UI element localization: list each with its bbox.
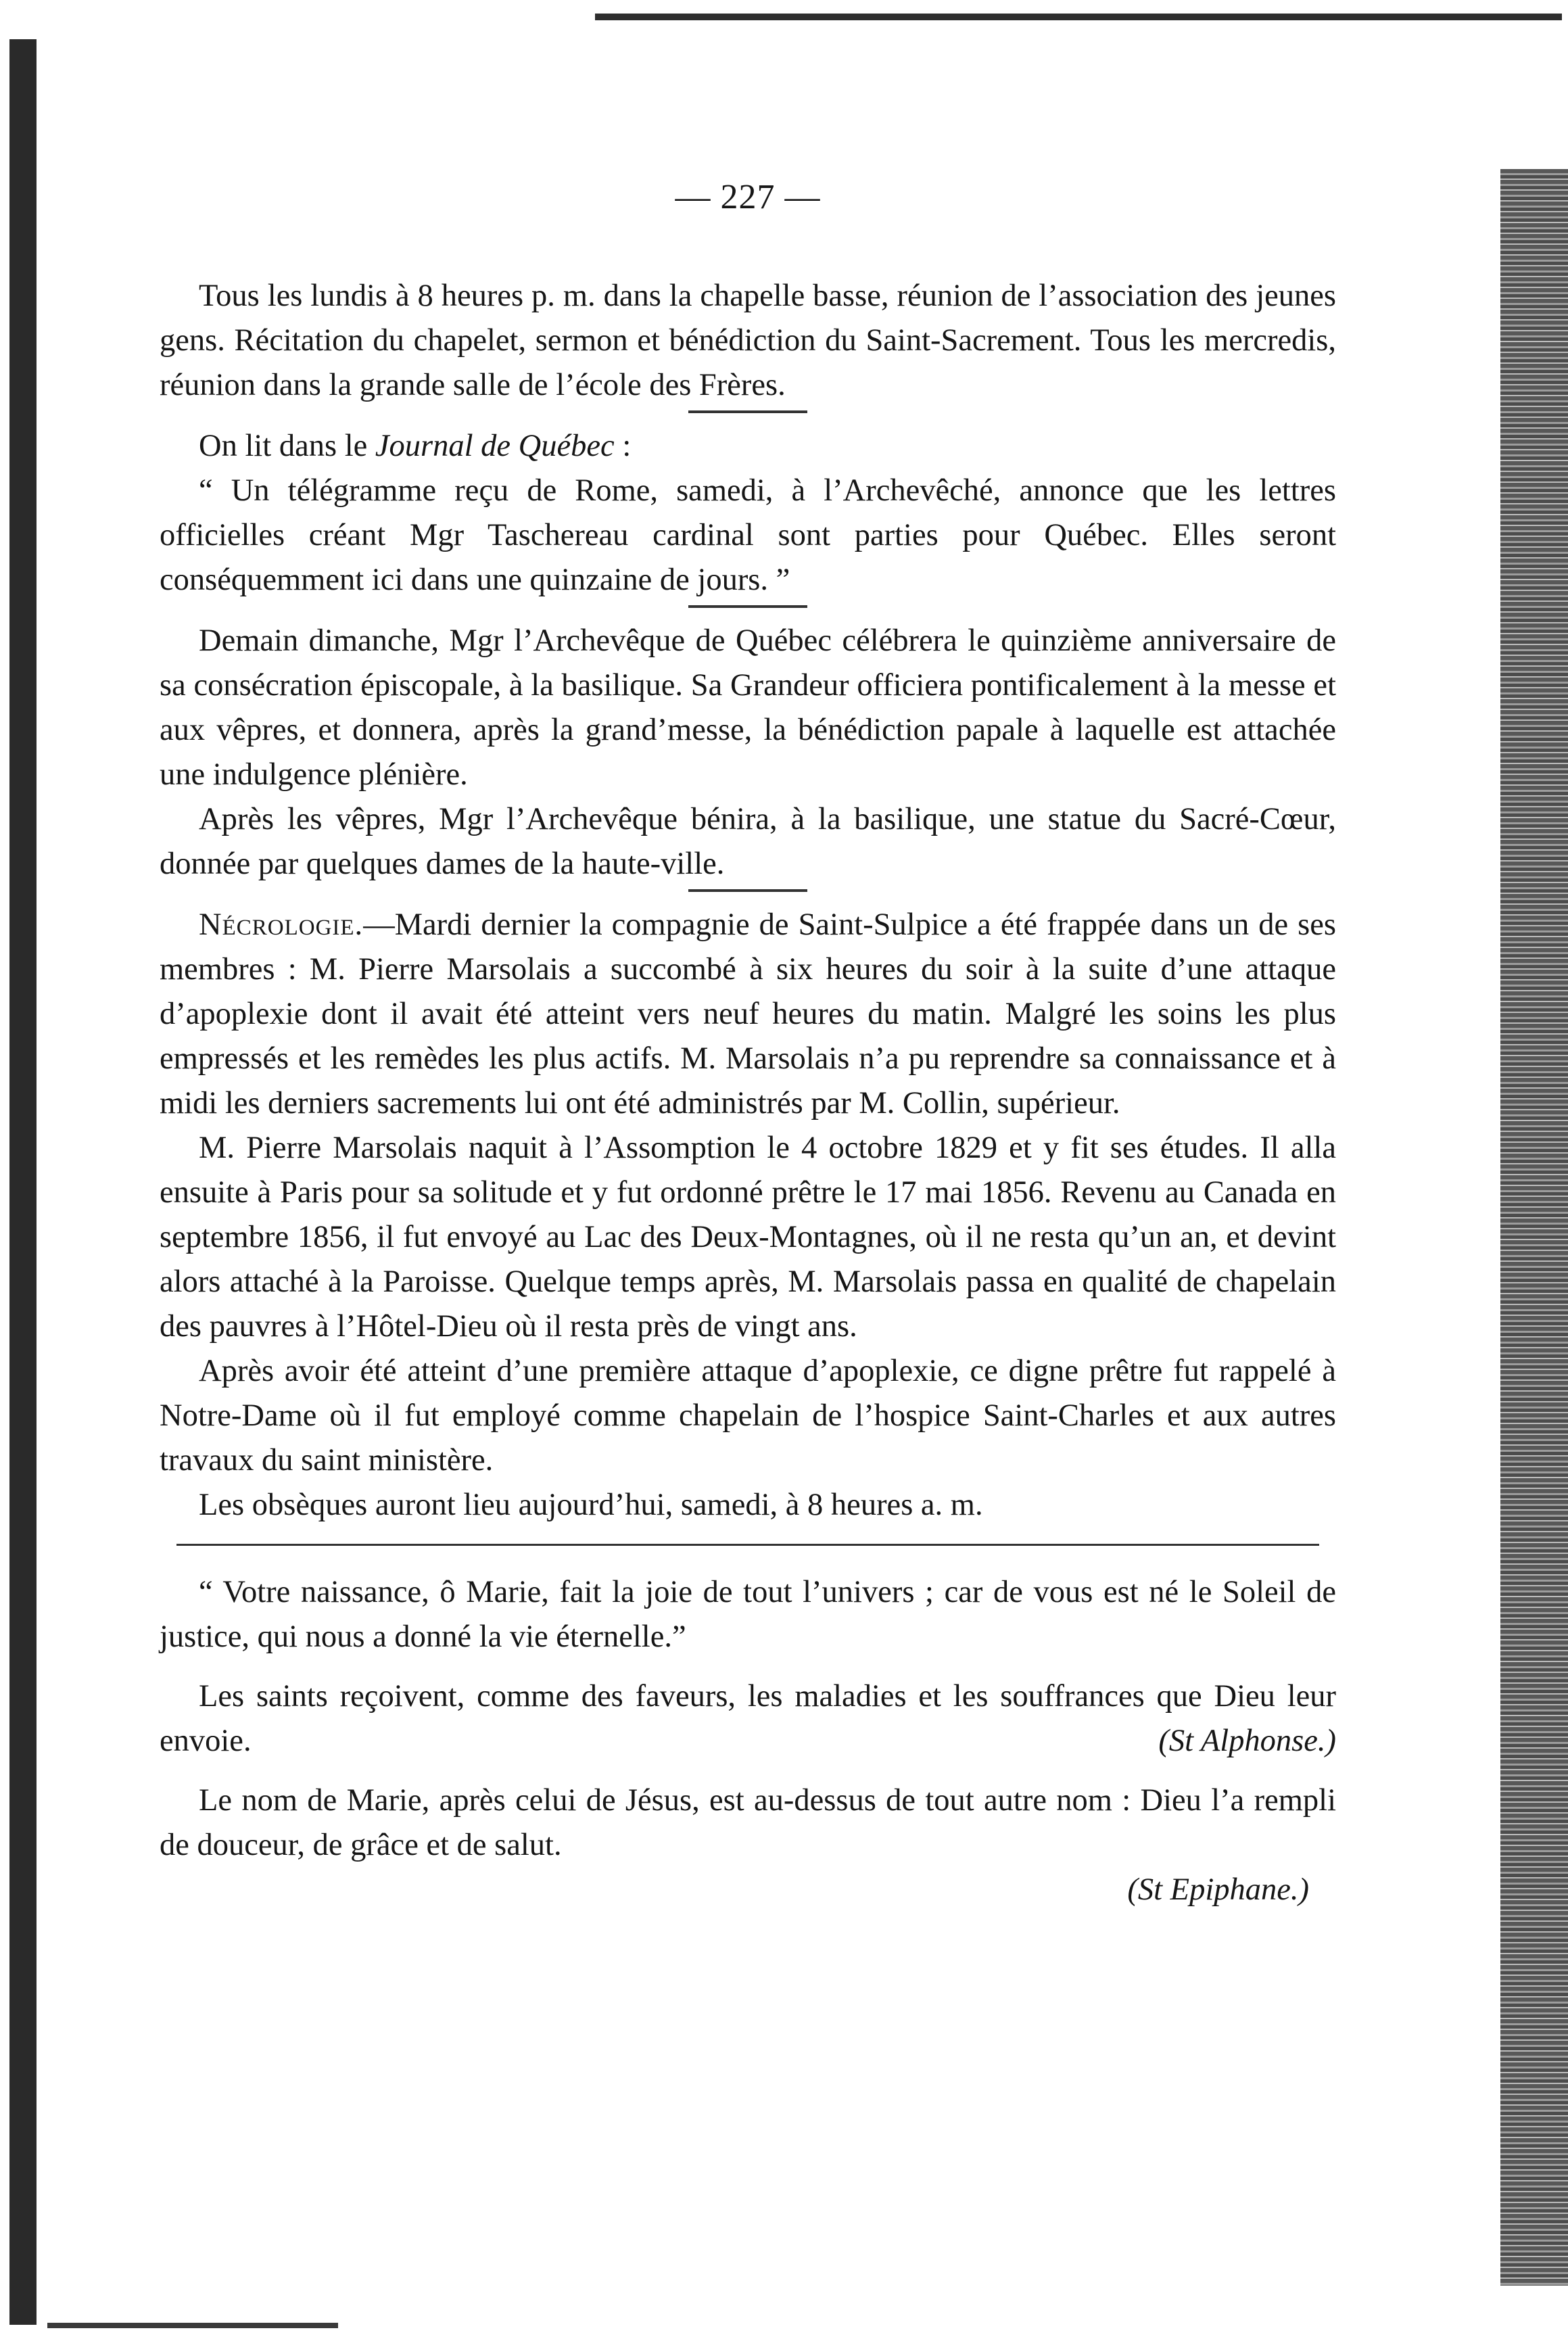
attribution-epiphane: (St Epiphane.) <box>1127 1872 1309 1907</box>
scan-edge-right <box>1500 169 1568 2286</box>
scan-top-rule <box>595 14 1562 20</box>
paragraph-meetings: Tous les lundis à 8 heures p. m. dans la chapelle basse, réunion de l’association des jeunes gens. Récitation du chapelet, sermon et bénédiction du Saint-Sacrement. Tous les mercredis, réunion dans la grande salle de l’école des Frères. <box>160 279 1336 402</box>
paragraph-statue-blessing: Après les vêpres, Mgr l’Archevêque bénira, à la basilique, une statue du Sacré-Cœur, donnée par quelques dames de la haute-ville. <box>160 802 1336 881</box>
section-rule <box>176 1544 1319 1546</box>
journal-title: Journal de Québec <box>375 429 615 463</box>
quote-marie-naissance: “ Votre naissance, ô Marie, fait la joie de tout l’univers ; car de vous est né le Soleil de justice, qui nous a donné la vie éternelle.” <box>160 1575 1336 1654</box>
journal-colon: : <box>614 429 632 463</box>
spacer <box>160 1659 1336 1674</box>
paragraph-apoplexy: Après avoir été atteint d’une première attaque d’apoplexie, ce digne prêtre fut rappelé à Notre-Dame où il fut employé comme chapelain de l’hospice Saint-Charles et aux autres travaux du saint ministère. <box>160 1354 1336 1478</box>
paragraph-necrology <box>160 903 1336 1126</box>
page-body <box>160 177 1336 1912</box>
attribution-alphonse: (St Alphonse.) <box>1158 1724 1336 1758</box>
paragraph-anniversary: Demain dimanche, Mgr l’Archevêque de Québec célébrera le quinzième anniversaire de sa consécration épiscopale, à la basilique. Sa Grandeur officiera pontificalement à la messe et aux vêpres, et donnera, après la grand’messe, la bénédiction papale à laquelle est attachée une indulgence plénière. <box>160 623 1336 792</box>
paragraph-funeral: Les obsèques auront lieu aujourd’hui, samedi, à 8 heures a. m. <box>199 1488 983 1522</box>
paragraph-biography: M. Pierre Marsolais naquit à l’Assomption le 4 octobre 1829 et y fit ses études. Il alla ensuite à Paris pour sa solitude et y fut ordonné prêtre le 17 mai 1856. Revenu au Canada en septembre 1856, il fut envoyé au Lac des Deux-Montagnes, où il ne resta qu’un an, et devint alors attaché à la Paroisse. Quelque temps après, M. Marsolais passa en qualité de chapelain des pauvres à l’Hôtel-Dieu où il resta près de vingt ans. <box>160 1131 1336 1344</box>
necrology-label: Nécrologie. <box>199 907 364 942</box>
quote-nom-marie: Le nom de Marie, après celui de Jésus, est au-dessus de tout autre nom : Dieu l’a rempli de douceur, de grâce et de salut. <box>160 1783 1336 1862</box>
spacer <box>160 1764 1336 1778</box>
separator-rule <box>688 410 807 413</box>
necrology-text: —Mardi dernier la compagnie de Saint-Sulpice a été frappée dans un de ses membres : M. Pierre Marsolais a succombé à six heures du soir à la suite d’une attaque d’apoplexie dont il avait été atteint vers neuf heures du matin. Malgré les soins les plus empressés et les remèdes les plus actifs. M. Marsolais n’a pu reprendre sa connaissance et à midi les derniers sacrements lui ont été administrés par M. Collin, supérieur. <box>160 907 1336 1120</box>
separator-rule <box>688 605 807 608</box>
scan-edge-left <box>9 39 37 2325</box>
paragraph-telegram-quote: “ Un télégramme reçu de Rome, samedi, à l’Archevêché, annonce que les lettres officielles créant Mgr Taschereau cardinal sont parties pour Québec. Elles seront conséquemment ici dans une quinzaine de jours. ” <box>160 473 1336 597</box>
paragraph-journal-intro <box>160 424 1336 469</box>
separator-rule <box>688 889 807 892</box>
journal-intro-text: On lit dans le <box>199 429 375 463</box>
quote-saints <box>160 1674 1336 1764</box>
scan-bottom-rule <box>47 2323 338 2328</box>
quote-saints-text: Les saints reçoivent, comme des faveurs, les maladies et les souffrances que Dieu leur envoie. <box>160 1679 1336 1758</box>
page-number: — 227 — <box>675 178 821 216</box>
